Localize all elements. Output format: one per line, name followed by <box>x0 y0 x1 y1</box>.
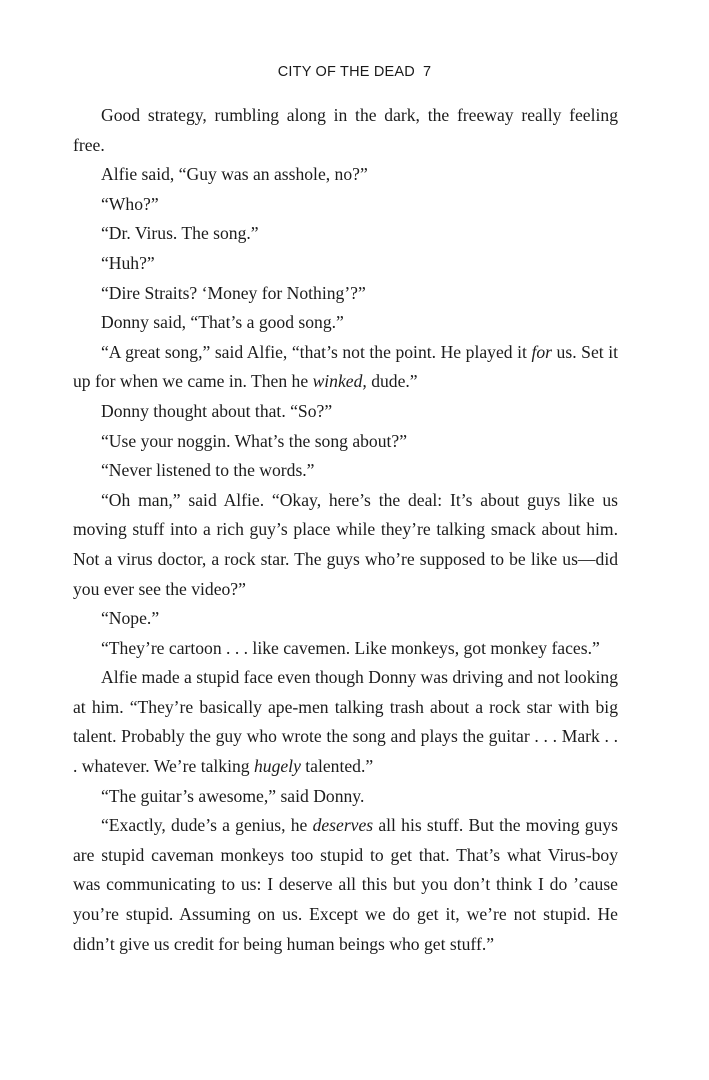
page-number: 7 <box>422 64 432 80</box>
emphasis: deserves <box>312 815 374 836</box>
paragraph: “Nope.” <box>101 608 160 629</box>
paragraph: “Never listened to the words.” <box>101 460 315 481</box>
paragraph: “Dire Straits? ‘Money for Nothing’?” <box>101 282 366 303</box>
paragraph: “Exactly, dude’s a genius, he deserves all his stuff. But the moving guys are stupid caveman monkeys too stupid to get that. That’s what Virus-boy was communicating to us: I deserve all this but you don’t think I do ’cause you’re stupid. Assuming on us. Except we do get it, we’re not stupid. He didn’t give us credit for being human beings who get stuff.” <box>73 815 618 954</box>
paragraph: Donny said, “That’s a good song.” <box>101 312 344 333</box>
paragraph: “A great song,” said Alfie, “that’s not the point. He played it for us. Set it up for when we came in. Then he winked, dude.” <box>73 341 618 392</box>
paragraph: Good strategy, rumbling along in the dark, the freeway really feeling free. <box>73 105 618 155</box>
paragraph: “Huh?” <box>101 252 155 273</box>
paragraph: Alfie said, “Guy was an asshole, no?” <box>101 164 368 185</box>
paragraph: “Dr. Virus. The song.” <box>101 223 259 244</box>
paragraph: “Oh man,” said Alfie. “Okay, here’s the deal: It’s about guys like us moving stuff into a rich guy’s place while they’re talking smack about him. Not a virus doctor, a rock star. The guys who’re supposed to be like us—did you ever see the video?” <box>73 489 618 599</box>
emphasis: hugely <box>253 756 301 777</box>
paragraph: “Use your noggin. What’s the song about?” <box>101 430 408 451</box>
emphasis: for <box>531 341 552 362</box>
paragraph: Donny thought about that. “So?” <box>101 400 333 421</box>
paragraph: Alfie made a stupid face even though Donny was driving and not looking at him. “They’re basically ape-men talking trash about a rock star with big talent. Probably the guy who wrote the song and plays the guitar . . . Mark . . . whatever. We’re talking hugely talented.” <box>73 667 618 777</box>
body-text <box>73 101 618 959</box>
paragraph: “The guitar’s awesome,” said Donny. <box>101 785 365 806</box>
emphasis: winked, <box>312 371 367 392</box>
running-head <box>0 64 709 80</box>
paragraph: “Who?” <box>101 193 159 214</box>
running-title: CITY OF THE DEAD <box>277 64 415 80</box>
paragraph: “They’re cartoon . . . like cavemen. Like monkeys, got monkey faces.” <box>101 637 600 658</box>
